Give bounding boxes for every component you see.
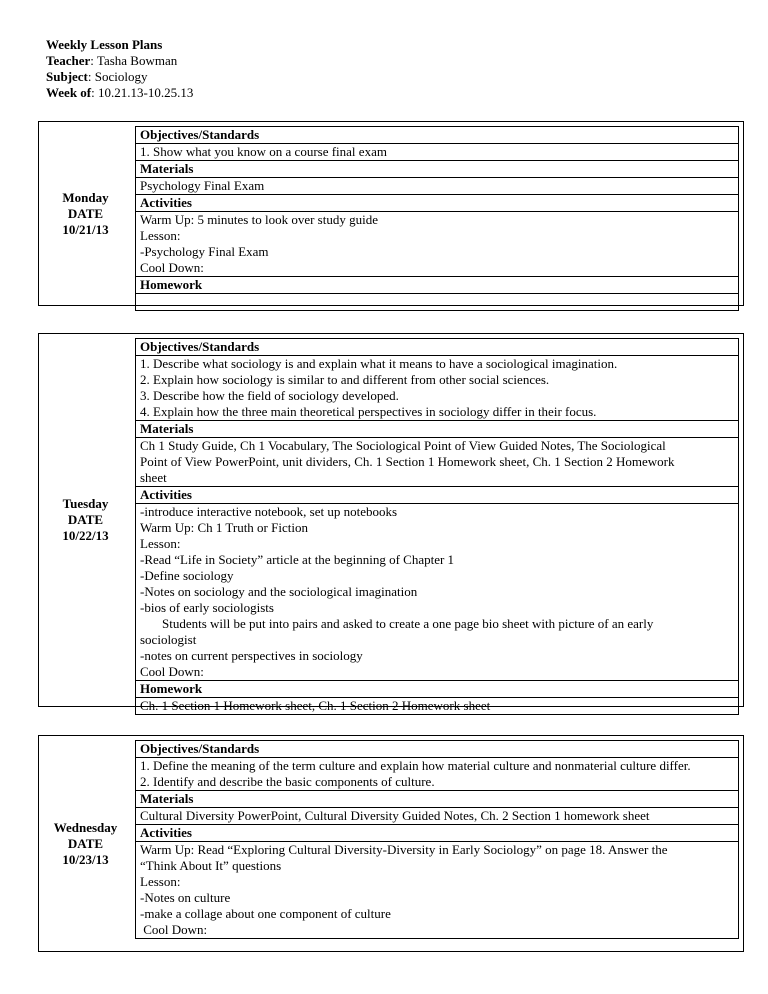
teacher-value: : Tasha Bowman [90,53,178,68]
doc-title: Weekly Lesson Plans [46,37,163,52]
materials-title: Materials [136,790,738,808]
objective-item: 1. Describe what sociology is and explain what it means to have a sociological imagination. [140,356,618,371]
day-name: Wednesday [53,819,118,835]
tuesday-plan [38,333,744,713]
objective-item: 2. Explain how sociology is similar to and different from other social sciences. [140,372,550,387]
objective-item: 4. Explain how the three main theoretical perspectives in sociology differ in their focus. [140,404,597,419]
wednesday-label [39,736,132,951]
activity-item: -Define sociology [140,568,234,583]
activity-item: -Notes on culture [140,890,231,905]
objectives-list [136,758,738,790]
materials-title: Materials [136,420,738,438]
objectives-title: Objectives/Standards [136,338,738,356]
date-value: 10/21/13 [62,221,109,237]
activity-item: -Read “Life in Society” article at the beginning of Chapter 1 [140,552,455,567]
homework-title: Homework [136,680,738,698]
materials-title: Materials [136,160,738,178]
objective-item: 2. Identify and describe the basic components of culture. [140,774,435,789]
material-item: Cultural Diversity PowerPoint, Cultural Diversity Guided Notes, Ch. 2 Section 1 homework sheet [140,808,650,823]
activity-item: “Think About It” questions [140,858,282,873]
activities-title: Activities [136,824,738,842]
activity-item: sociologist [140,632,197,647]
activity-item: -Psychology Final Exam [140,244,269,259]
week-value: : 10.21.13-10.25.13 [91,85,194,100]
objectives-list [136,144,738,160]
activity-item: -introduce interactive notebook, set up notebooks [140,504,398,519]
week-label: Week of [46,85,92,100]
monday-label [39,122,132,305]
activity-item: Warm Up: 5 minutes to look over study guide [140,212,378,227]
date-label: DATE [67,205,104,221]
material-line: sheet [140,470,167,485]
material-line: Point of View PowerPoint, unit dividers, Ch. 1 Section 1 Homework sheet, Ch. 1 Section 2 Homework [140,454,675,469]
homework-empty [136,294,738,311]
activity-item: Lesson: [140,874,181,889]
activity-item: Warm Up: Read “Exploring Cultural Diversity-Diversity in Early Sociology” on page 18. Answer the [140,842,668,857]
date-value: 10/23/13 [62,851,109,867]
subject-label: Subject [46,69,88,84]
objectives-title: Objectives/Standards [136,740,738,758]
subject-value: : Sociology [87,69,148,84]
activity-item: Cool Down: [140,260,204,275]
day-name: Monday [62,189,109,205]
activity-item: Lesson: [140,228,181,243]
wednesday-sections [135,740,739,939]
activity-item: Warm Up: Ch 1 Truth or Fiction [140,520,308,535]
objective-item: 1. Define the meaning of the term culture and explain how material culture and nonmaterial culture differ. [140,758,691,773]
objectives-title: Objectives/Standards [136,126,738,144]
activities-title: Activities [136,486,738,504]
objectives-list [136,356,738,420]
homework-title: Homework [136,276,738,294]
materials-list [136,178,738,194]
objective-item: 1. Show what you know on a course final exam [140,144,387,159]
homework-list [136,698,738,715]
teacher-label: Teacher [46,53,91,68]
activity-item: -bios of early sociologists [140,600,274,615]
activities-title: Activities [136,194,738,212]
materials-list [136,438,738,486]
activity-item: Students will be put into pairs and asked to create a one page bio sheet with picture of an early [162,616,654,631]
date-label: DATE [67,512,104,527]
material-line: Ch 1 Study Guide, Ch 1 Vocabulary, The Sociological Point of View Guided Notes, The Sociological [140,438,666,453]
date-value: 10/22/13 [62,528,109,543]
day-name: Tuesday [62,496,109,511]
wednesday-plan [38,735,744,952]
activities-list [136,842,738,939]
page-header [46,37,193,101]
monday-sections [135,126,739,311]
material-item: Psychology Final Exam [140,178,265,193]
activity-item: -make a collage about one component of culture [140,906,391,921]
objective-item: 3. Describe how the field of sociology developed. [140,388,399,403]
tuesday-sections [135,338,739,715]
activity-item: -notes on current perspectives in sociology [140,648,363,663]
activity-item: -Notes on sociology and the sociological imagination [140,584,418,599]
activity-item: Cool Down: [140,922,208,937]
materials-list [136,808,738,824]
activity-item: Lesson: [140,536,181,551]
activities-list [136,504,738,680]
monday-plan [38,121,744,306]
activities-list [136,212,738,276]
homework-item: Ch. 1 Section 1 Homework sheet, Ch. 1 Section 2 Homework sheet [140,698,491,713]
tuesday-label [39,334,132,706]
date-label: DATE [67,835,104,851]
activity-item: Cool Down: [140,664,204,679]
